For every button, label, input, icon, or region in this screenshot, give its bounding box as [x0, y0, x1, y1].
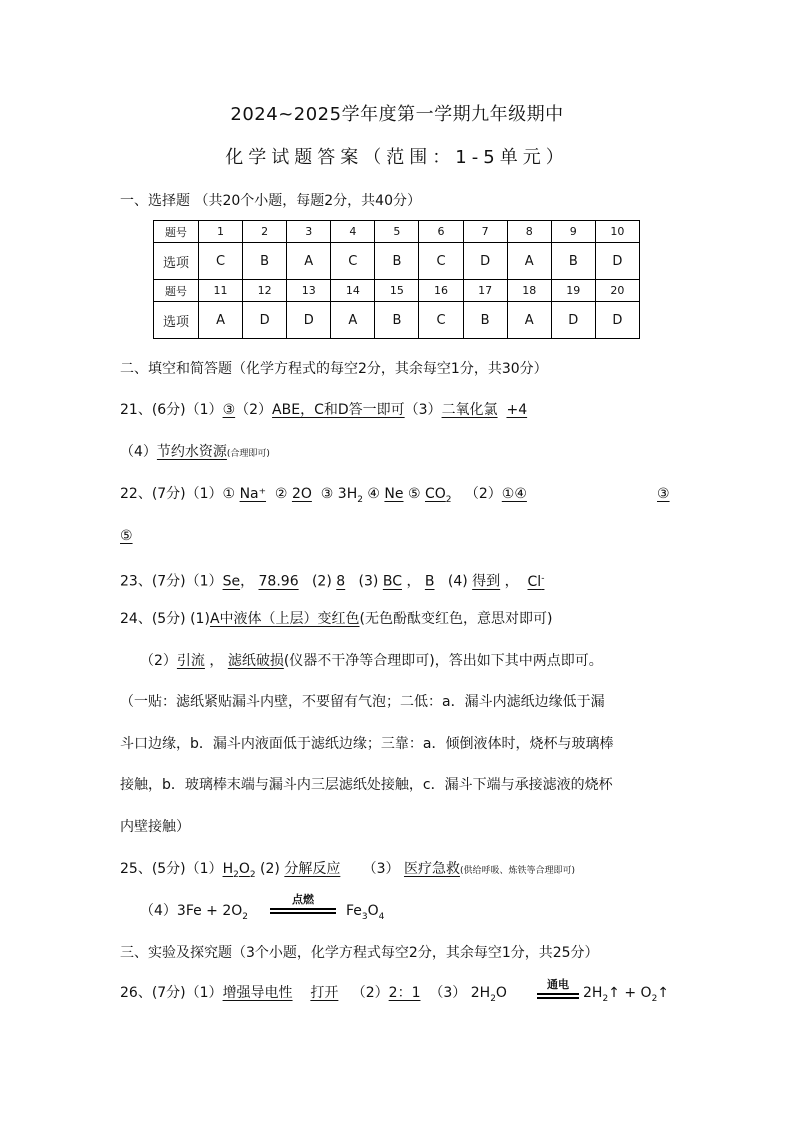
- table-cell: A: [331, 302, 375, 339]
- equation-equals-sign: [537, 993, 579, 999]
- answer: 得到: [472, 573, 501, 590]
- table-cell: A: [507, 243, 551, 280]
- table-cell: 14: [331, 280, 375, 302]
- table-row: [154, 221, 640, 243]
- q25-product: $Fe_3O_4$: [346, 903, 385, 922]
- gas-arrow-icon: ↑: [608, 985, 620, 1001]
- q23-line: 23、(7分)（1）Se， 78.96 (2) 8 (3) BC ， B (4) 得到 ， Cl-: [120, 573, 545, 590]
- table-cell: C: [419, 302, 463, 339]
- row-label: 选项: [154, 302, 199, 339]
- answer: 滤纸破损: [227, 653, 284, 669]
- table-cell: A: [507, 302, 551, 339]
- table-cell: D: [595, 302, 639, 339]
- table-cell: 18: [507, 280, 551, 302]
- table-cell: A: [287, 243, 331, 280]
- answer: 节约水资源: [156, 444, 227, 460]
- table-cell: 2: [243, 221, 287, 243]
- table-cell: 19: [551, 280, 595, 302]
- answer: +4: [506, 402, 528, 418]
- q24-line-1: 24、(5分) (1)A中液体（上层）变红色(无色酚酞变红色，意思对即可): [120, 611, 553, 627]
- answer: 2：1: [388, 985, 421, 1001]
- q26-products: $2H_2↑$ + $O_2↑$: [583, 985, 670, 1004]
- answer: $CO_2$: [424, 486, 452, 505]
- answer: Se: [222, 573, 241, 590]
- table-cell: 17: [463, 280, 507, 302]
- answer: ⑤: [120, 528, 133, 544]
- table-cell: D: [243, 302, 287, 339]
- answer: A中液体（上层）变红色: [209, 611, 360, 627]
- reaction-condition: 点燃: [292, 893, 314, 906]
- note: (供给呼吸、炼铁等合理即可): [459, 866, 576, 876]
- answer: 增强导电性: [222, 985, 293, 1001]
- row-label: 题号: [154, 221, 199, 243]
- section-2-heading: 二、填空和简答题（化学方程式的每空2分，其余每空1分，共30分）: [120, 361, 548, 377]
- title-line-2: 化学试题答案（范围：1-5单元）: [225, 147, 569, 168]
- answer: 8: [336, 573, 346, 590]
- q21-line-1: 21、(6分)（1）③（2）ABE，C和D答一即可（3）二氧化氯 +4: [120, 402, 528, 418]
- table-cell: 15: [375, 280, 419, 302]
- note: (无色酚酞变红色，意思对即可): [359, 611, 553, 627]
- table-cell: 4: [331, 221, 375, 243]
- row-label: 题号: [154, 280, 199, 302]
- table-row: [154, 280, 640, 302]
- answer: 78.96: [258, 573, 299, 590]
- q25-line-1: 25、(5分)$(1)H_2O_2$ (2) 分解反应 （3） 医疗急救(供给呼吸、炼铁等合理即可): [120, 861, 576, 880]
- answer: ①④: [501, 486, 527, 502]
- table-cell: 5: [375, 221, 419, 243]
- answer: 打开: [310, 985, 339, 1001]
- answer: Ne: [384, 486, 404, 502]
- table-cell: 11: [199, 280, 243, 302]
- table-cell: B: [375, 302, 419, 339]
- q24-paragraph-2: 斗口边缘，b．漏斗内液面低于滤纸边缘；三靠：a．倾倒液体时，烧杯与玻璃棒: [120, 736, 614, 752]
- table-cell: 20: [595, 280, 639, 302]
- title-line-1: 2024~2025学年度第一学期九年级期中: [230, 104, 564, 125]
- answer: ③: [222, 402, 236, 418]
- table-cell: D: [463, 243, 507, 280]
- table-cell: 7: [463, 221, 507, 243]
- gas-arrow-icon: ↑: [657, 985, 670, 1001]
- answer: 分解反应: [284, 861, 341, 877]
- q24-paragraph-4: 内壁接触）: [120, 819, 190, 835]
- q22-line-2: [120, 526, 133, 546]
- answer: ABE，C和D答一即可: [272, 402, 405, 418]
- answer: Na⁺: [239, 486, 267, 502]
- table-cell: B: [463, 302, 507, 339]
- q24-line-2: （2）引流 ， 滤纸破损(仪器不干净等合理即可)，答出如下其中两点即可。: [140, 653, 603, 669]
- section-1-heading: 一、选择题 （共20个小题，每题2分，共40分）: [120, 193, 421, 209]
- table-cell: 8: [507, 221, 551, 243]
- table-cell: D: [287, 302, 331, 339]
- q24-paragraph-1: （一贴：滤纸紧贴漏斗内壁，不要留有气泡；二低：a．漏斗内滤纸边缘低于漏: [120, 694, 605, 710]
- table-cell: 9: [551, 221, 595, 243]
- q21-line-2: （4）节约水资源(合理即可): [120, 444, 270, 460]
- q26-line: 26、(7分)（1）增强导电性 打开 （2）2：1 （3） $2H_2O$: [120, 985, 507, 1004]
- answer-table: [153, 220, 640, 339]
- table-cell: A: [199, 302, 243, 339]
- answer: BC: [382, 573, 402, 590]
- table-cell: 6: [419, 221, 463, 243]
- q24-paragraph-3: 接触，b．玻璃棒末端与漏斗内三层滤纸处接触，c．漏斗下端与承接滤液的烧杯: [120, 777, 613, 793]
- q25-line-2: $(4)3Fe + 2O_2$: [140, 903, 249, 922]
- table-cell: 10: [595, 221, 639, 243]
- table-cell: 13: [287, 280, 331, 302]
- answer: $H_2O_2$: [222, 861, 256, 880]
- q22-line-1: 22、(7分)（1）① Na⁺ ② 2O ③ $3H_2$ ④ Ne ⑤ $CO_2$ （2）①④: [120, 486, 527, 505]
- answer: 二氧化氯: [441, 402, 498, 418]
- table-cell: D: [595, 243, 639, 280]
- table-cell: 12: [243, 280, 287, 302]
- table-cell: C: [419, 243, 463, 280]
- table-row: [154, 302, 640, 339]
- table-row: [154, 243, 640, 280]
- table-cell: C: [199, 243, 243, 280]
- q22-answer-7: ③: [657, 486, 670, 502]
- answer: B: [424, 573, 435, 590]
- table-cell: B: [243, 243, 287, 280]
- answer: 引流: [176, 653, 205, 669]
- table-cell: D: [551, 302, 595, 339]
- answer: Cl-: [527, 573, 545, 590]
- reaction-condition: 通电: [547, 978, 569, 991]
- table-cell: B: [551, 243, 595, 280]
- section-3-heading: 三、实验及探究题（3个小题，化学方程式每空2分，其余每空1分，共25分）: [120, 945, 599, 961]
- note: (合理即可): [226, 449, 270, 459]
- equation-equals-sign: [270, 908, 336, 914]
- table-cell: 16: [419, 280, 463, 302]
- table-cell: 1: [199, 221, 243, 243]
- row-label: 选项: [154, 243, 199, 280]
- answer: 医疗急救: [403, 861, 460, 877]
- table-cell: 3: [287, 221, 331, 243]
- answer: 2O: [291, 486, 312, 502]
- table-cell: B: [375, 243, 419, 280]
- table-cell: C: [331, 243, 375, 280]
